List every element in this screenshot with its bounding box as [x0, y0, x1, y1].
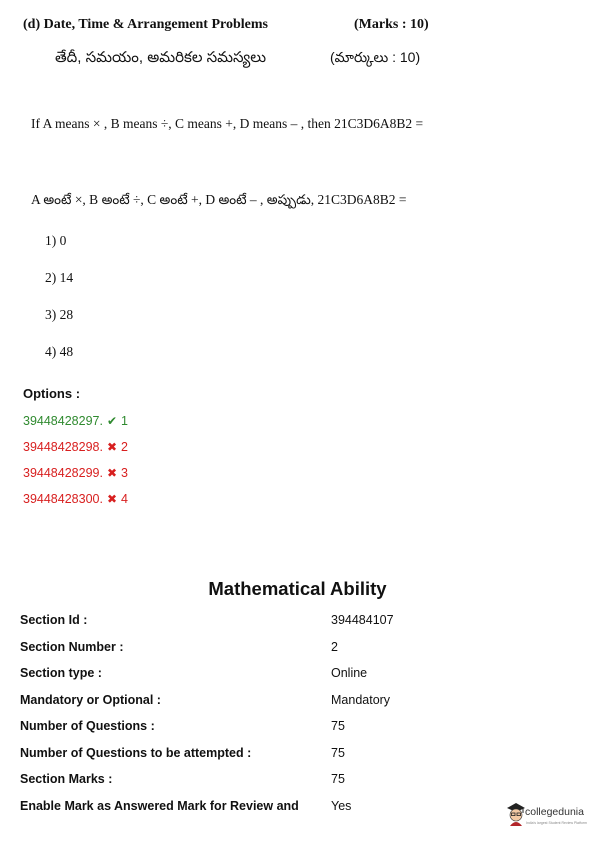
detail-value: Online	[331, 666, 368, 680]
option-id: 39448428297.	[23, 414, 103, 428]
section-title: Mathematical Ability	[208, 578, 387, 599]
option-number: 2	[121, 440, 128, 454]
detail-label: Mandatory or Optional :	[20, 693, 161, 707]
option-id: 39448428298.	[23, 440, 103, 454]
answer-choice: 1) 0	[45, 233, 67, 248]
detail-label: Section Number :	[20, 640, 124, 654]
collegedunia-logo	[505, 801, 587, 832]
detail-value: 75	[331, 746, 345, 760]
detail-label: Section Id :	[20, 613, 88, 627]
options-heading: Options :	[23, 386, 81, 401]
section-marks-telugu: (మార్కులు : 10)	[330, 49, 421, 65]
detail-label: Number of Questions to be attempted :	[20, 746, 252, 760]
check-icon: ✔	[106, 414, 118, 428]
logo-text: collegedunia	[525, 806, 584, 818]
option-row	[23, 440, 128, 454]
option-number: 1	[121, 414, 128, 428]
answer-choice: 3) 28	[45, 307, 74, 322]
question-text-english: If A means × , B means ÷, C means +, D means – , then 21C3D6A8B2 =	[31, 116, 424, 131]
detail-value: 2	[331, 640, 338, 654]
detail-label: Section Marks :	[20, 772, 113, 786]
answer-choice: 2) 14	[45, 270, 74, 285]
cross-icon: ✖	[106, 440, 118, 454]
detail-value: 75	[331, 772, 345, 786]
option-number: 3	[121, 466, 128, 480]
cross-icon: ✖	[106, 492, 118, 506]
detail-value: Mandatory	[331, 693, 391, 707]
cross-icon: ✖	[106, 466, 118, 480]
option-number: 4	[121, 492, 128, 506]
option-row	[23, 414, 128, 428]
option-id: 39448428300.	[23, 492, 103, 506]
detail-value: 394484107	[331, 613, 394, 627]
detail-label: Enable Mark as Answered Mark for Review and	[20, 799, 299, 813]
detail-value: 75	[331, 719, 345, 733]
detail-value: Yes	[331, 799, 352, 813]
answer-choice: 4) 48	[45, 344, 74, 359]
logo-tagline: India's largest Student Review Platform	[526, 821, 587, 825]
question-text-telugu: A అంటే ×, B అంటే ÷, C అంటే +, D అంటే – , అప్పుడు, 21C3D6A8B2 =	[31, 192, 407, 207]
section-heading-telugu: తేదీ, సమయం, అమరికల సమస్యలు	[55, 49, 267, 66]
option-row	[23, 466, 128, 480]
mascot-icon	[505, 801, 527, 827]
detail-label: Section type :	[20, 666, 102, 680]
option-row	[23, 492, 128, 506]
section-heading: (d) Date, Time & Arrangement Problems	[23, 17, 268, 32]
option-id: 39448428299.	[23, 466, 103, 480]
detail-label: Number of Questions :	[20, 719, 155, 733]
section-marks: (Marks : 10)	[354, 17, 429, 32]
